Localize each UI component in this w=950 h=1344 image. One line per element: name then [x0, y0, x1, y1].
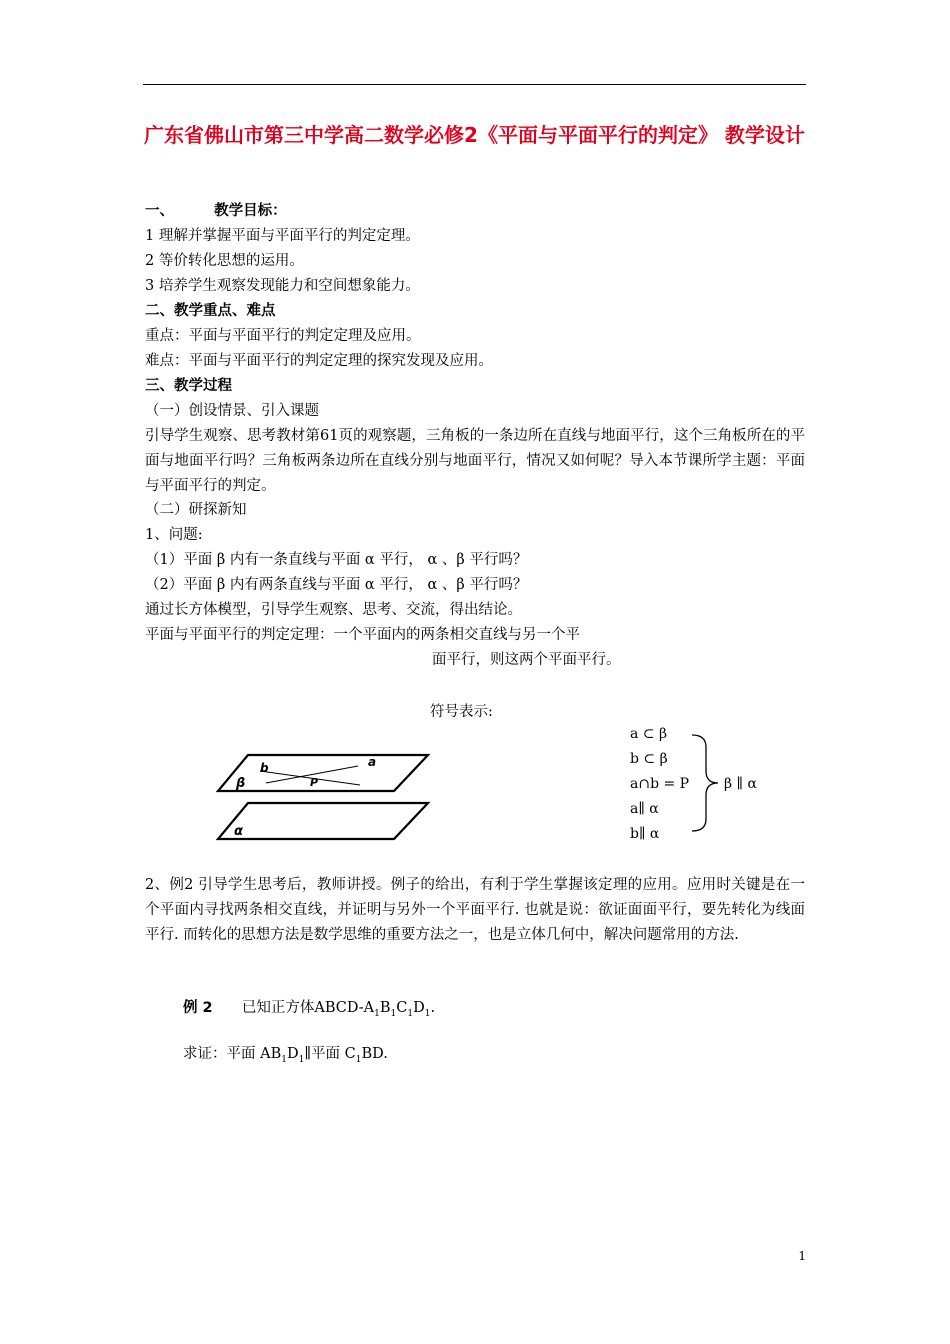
example-label: 例 2 — [183, 1000, 213, 1016]
label-a: a — [368, 755, 377, 769]
symbol-1: a ⊂ β — [630, 726, 668, 742]
header-rule — [143, 84, 806, 85]
label-alpha: α — [234, 824, 243, 839]
parallel-planes-figure — [210, 745, 435, 845]
example-intro: 2、例2 引导学生思考后，教师讲授。例子的给出，有利于学生掌握该定理的应用。应用时关键是在一个平面内寻找两条相交直线，并证明与另外一个平面平行. 也就是说：欲证面面平行，要先转化为线面平行. 而转化的思想方法是数学思维的重要方法之一，也是立体几何中，解决问题常用的方法. — [145, 877, 805, 943]
symbol-label: 符号表示: — [430, 704, 493, 720]
section-1-heading — [145, 200, 287, 222]
goal-1: 1 理解并掌握平面与平面平行的判定定理。 — [145, 228, 420, 244]
key-point: 重点：平面与平面平行的判定定理及应用。 — [145, 328, 421, 344]
symbol-2: b ⊂ β — [630, 751, 668, 767]
part-2-title: （二）研探新知 — [145, 502, 247, 518]
example-given: 例 2 已知正方体ABCD-$A_1B_1C_1D_1$. — [183, 1000, 436, 1019]
label-b: b — [260, 761, 269, 775]
theorem-line-1: 平面与平面平行的判定定理：一个平面内的两条相交直线与另一个平 — [145, 627, 580, 643]
theorem-line-2: 面平行，则这两个平面平行。 — [432, 652, 621, 668]
page-number: 1 — [798, 1249, 806, 1263]
symbol-5: b∥ α — [630, 826, 660, 842]
question-2: （2）平面 β 内有两条直线与平面 α 平行， α 、β 平行吗？ — [145, 577, 528, 593]
document-title: 广东省佛山市第三中学高二数学必修2《平面与平面平行的判定》 教学设计 — [144, 123, 805, 147]
model-text: 通过长方体模型，引导学生观察、思考、交流，得出结论。 — [145, 602, 522, 618]
label-beta: β — [236, 776, 246, 791]
section-1-number: 一、 — [145, 203, 174, 219]
right-brace — [688, 733, 728, 833]
plane-beta — [218, 755, 428, 791]
goal-2: 2 等价转化思想的运用。 — [145, 253, 304, 269]
symbol-4: a∥ α — [630, 801, 659, 817]
difficulty: 难点：平面与平面平行的判定定理的探究发现及应用。 — [145, 353, 493, 369]
section-1-title: 教学目标： — [214, 203, 287, 219]
label-p: P — [310, 776, 319, 789]
part-1-text: 引导学生观察、思考教材第61页的观察题，三角板的一条边所在直线与地面平行，这个三角板所在的平面与地面平行吗？三角板两条边所在直线分别与地面平行，情况又如何呢？导入本节课所学主题：平面与平面平行的判定。 — [145, 428, 805, 494]
plane-alpha — [218, 803, 428, 839]
question-1: （1）平面 β 内有一条直线与平面 α 平行， α 、β 平行吗？ — [145, 552, 528, 568]
section-3-heading: 三、教学过程 — [145, 378, 232, 394]
goal-3: 3 培养学生观察发现能力和空间想象能力。 — [145, 278, 420, 294]
conclusion: β ∥ α — [724, 776, 757, 792]
part-1-title: （一）创设情景、引入课题 — [145, 403, 319, 419]
symbol-3: a∩b = P — [630, 776, 690, 792]
question-title: 1、问题: — [145, 527, 203, 543]
example-prove: 求证：平面 $AB_1D_1\parallel$平面 $C_1BD$. — [183, 1046, 388, 1065]
section-2-heading: 二、教学重点、难点 — [145, 303, 276, 319]
